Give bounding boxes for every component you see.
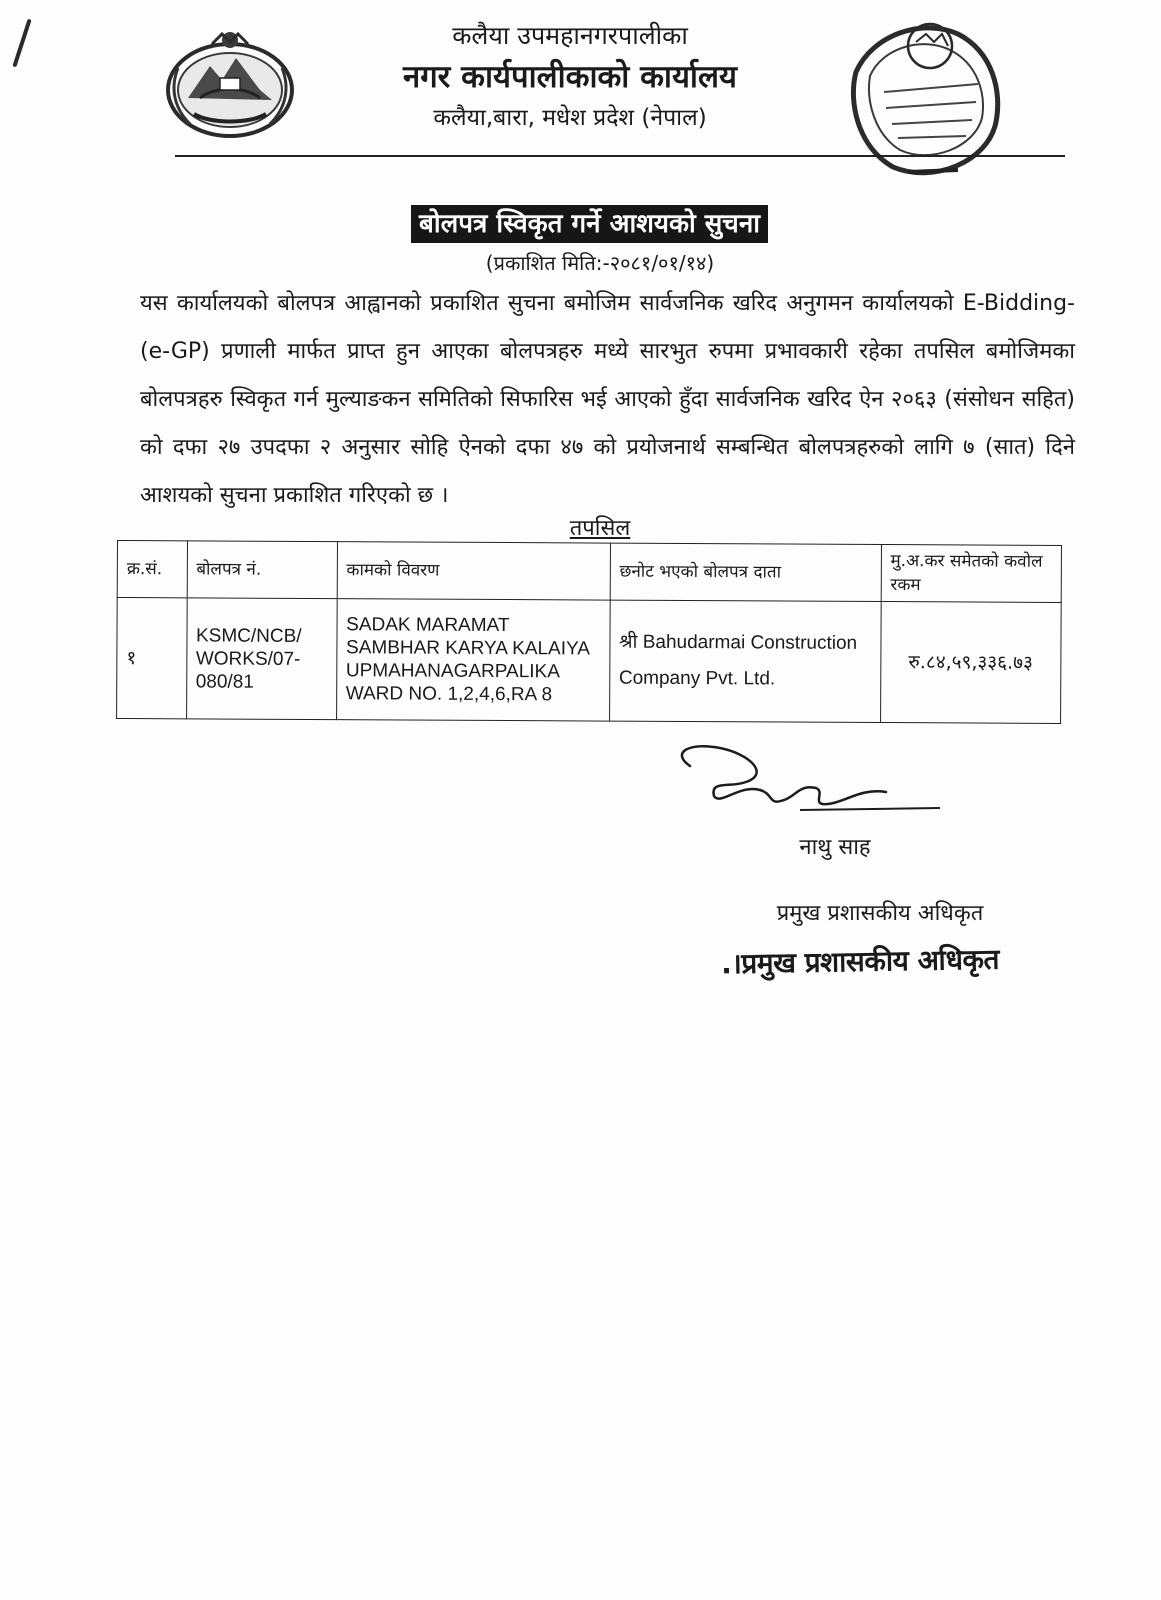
designation-stamp: .।प्रमुख प्रशासकीय अधिकृत xyxy=(720,942,1000,981)
table-header-row xyxy=(117,541,1061,603)
table-row xyxy=(117,598,1062,724)
notice-body: यस कार्यालयको बोलपत्र आह्वानको प्रकाशित सुचना बमोजिम सार्वजनिक खरिद अनुगमन कार्यालयको E-Bidding-(e-GP) प्रणाली मार्फत प्राप्त हुन आएका बोलपत्रहरु मध्ये सारभुत रुपमा प्रभावकारी रहेका तपसिल बमोजिमका बोलपत्रहरु स्विकृत गर्न मुल्याङकन समितिको सिफारिस भई आएको हुँदा सार्वजनिक खरिद ऐन २०६३ (संसोधन सहित) को दफा २७ उपदफा २ अनुसार सोहि ऐनको दफा ४७ को प्रयोजनार्थ सम्बन्धित बोलपत्रहरुको लागि ७ (सात) दिने आशयको सुचना प्रकाशित गरिएको छ । xyxy=(140,291,1075,508)
published-date: (प्रकाशित मिति:-२०८१/०१/१४) xyxy=(485,251,715,275)
office-address: कलैया,बारा, मधेश प्रदेश (नेपाल) xyxy=(433,105,707,131)
signer-name: नाथु साह xyxy=(799,835,871,860)
pen-mark xyxy=(12,19,31,68)
cell-serial: १ xyxy=(117,598,187,719)
cell-selected-bidder: श्री Bahudarmai Construction Company Pvt. Ltd. xyxy=(609,600,881,722)
notice-title: बोलपत्र स्विकृत गर्ने आशयको सुचना xyxy=(411,205,768,243)
government-emblem-icon xyxy=(160,28,300,143)
signer-title: प्रमुख प्रशासकीय अधिकृत xyxy=(776,901,984,926)
header-divider xyxy=(175,155,1065,157)
cell-amount: रु.८४,५९,३३६.७३ xyxy=(880,602,1061,724)
office-name: नगर कार्यपालीकाको कार्यालय xyxy=(403,59,737,95)
table-caption: तपसिल xyxy=(569,516,631,541)
cell-bid-no: KSMC/NCB/ WORKS/07-080/81 xyxy=(186,598,337,720)
office-seal xyxy=(838,12,1008,192)
header-selected-bidder: छनोट भएको बोलपत्र दाता xyxy=(610,543,881,601)
cell-work-description: SADAK MARAMAT SAMBHAR KARYA KALAIYA UPMAHANAGARPALIKA WARD NO. 1,2,4,6,RA 8 xyxy=(336,599,610,721)
header-amount: मु.अ.कर समेतको कवोल रकम xyxy=(881,545,1062,603)
header-serial: क्र.सं. xyxy=(117,541,187,598)
bid-details-table xyxy=(116,540,1062,724)
handwritten-signature xyxy=(650,740,950,820)
municipality-name: कलैया उपमहानगरपालीका xyxy=(452,21,688,50)
header-work-description: कामको विवरण xyxy=(337,542,610,600)
header-bid-no: बोलपत्र नं. xyxy=(187,541,337,599)
office-header xyxy=(300,18,840,136)
